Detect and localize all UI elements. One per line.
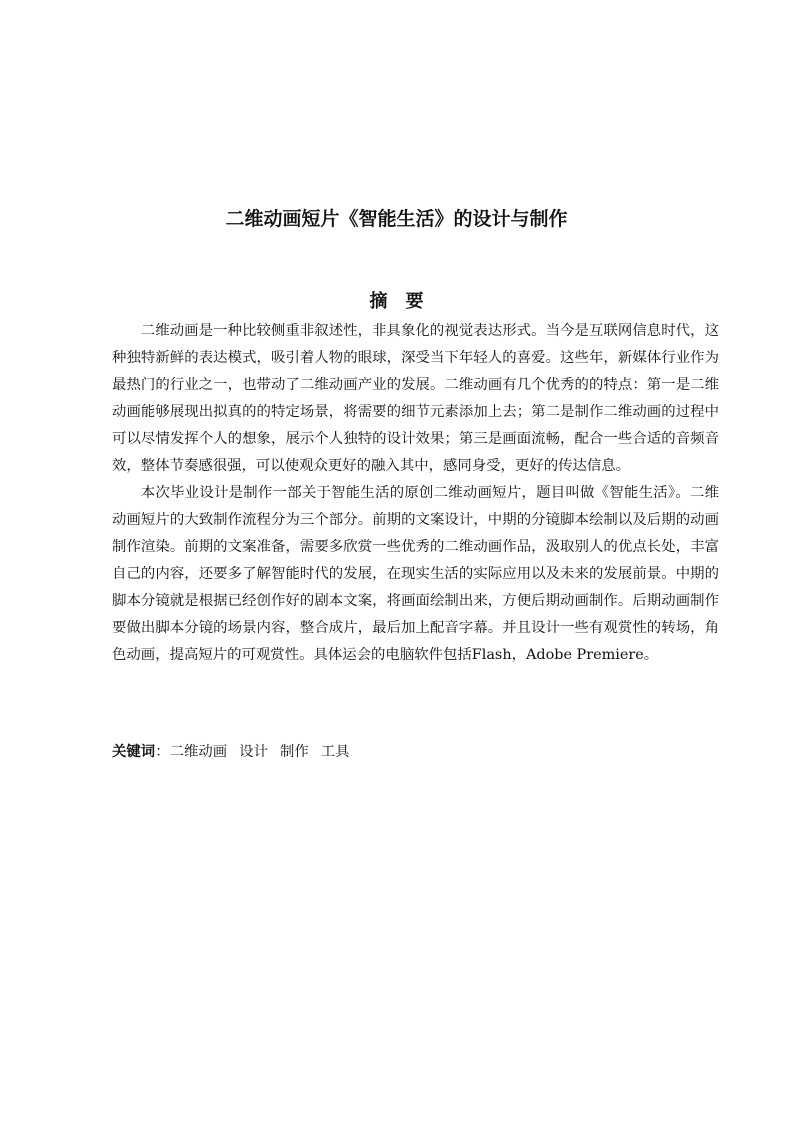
keyword-item: 设计 <box>239 744 268 760</box>
abstract-paragraph-2: 本次毕业设计是制作一部关于智能生活的原创二维动画短片，题目叫做《智能生活》。二维动画短片的大致制作流程分为三个部分。前期的文案设计，中期的分镜脚本绘制以及后期的动画制作渲染。前期的文案准备，需要多欣赏一些优秀的二维动画作品，汲取别人的优点长处，丰富自己的内容，还要多了解智能时代的发展，在现实生活的实际应用以及未来的发展前景。中期的脚本分镜就是根据已经创作好的剧本文案，将画面绘制出来，方便后期动画制作。后期动画制作要做出脚本分镜的场景内容，整合成片，最后加上配音字幕。并且设计一些有观赏性的转场，角色动画，提高短片的可观赏性。具体运会的电脑软件包括Flash，Adobe Premiere。 <box>112 485 719 663</box>
keyword-item: 二维动画 <box>169 744 228 760</box>
abstract-paragraph-1: 二维动画是一种比较侧重非叙述性，非具象化的视觉表达形式。当今是互联网信息时代，这种独特新鲜的表达模式，吸引着人物的眼球，深受当下年轻人的喜爱。这些年，新媒体行业作为最热门的行业之一，也带动了二维动画产业的发展。二维动画有几个优秀的的特点：第一是二维动画能够展现出拟真的的特定场景，将需要的细节元素添加上去；第二是制作二维动画的过程中可以尽情发挥个人的想象，展示个人独特的设计效果；第三是画面流畅，配合一些合适的音频音效，整体节奏感很强，可以使观众更好的融入其中，感同身受，更好的传达信息。 <box>112 323 719 474</box>
keyword-item: 工具 <box>320 744 350 760</box>
abstract-body <box>112 318 719 669</box>
page-title: 二维动画短片《智能生活》的设计与制作 <box>225 208 568 230</box>
abstract-heading: 摘要 <box>369 291 442 312</box>
keywords-label: 关键词 <box>112 744 156 760</box>
keyword-item: 制作 <box>279 744 309 760</box>
keywords-separator: ： <box>155 744 170 760</box>
keywords-line <box>112 739 719 766</box>
